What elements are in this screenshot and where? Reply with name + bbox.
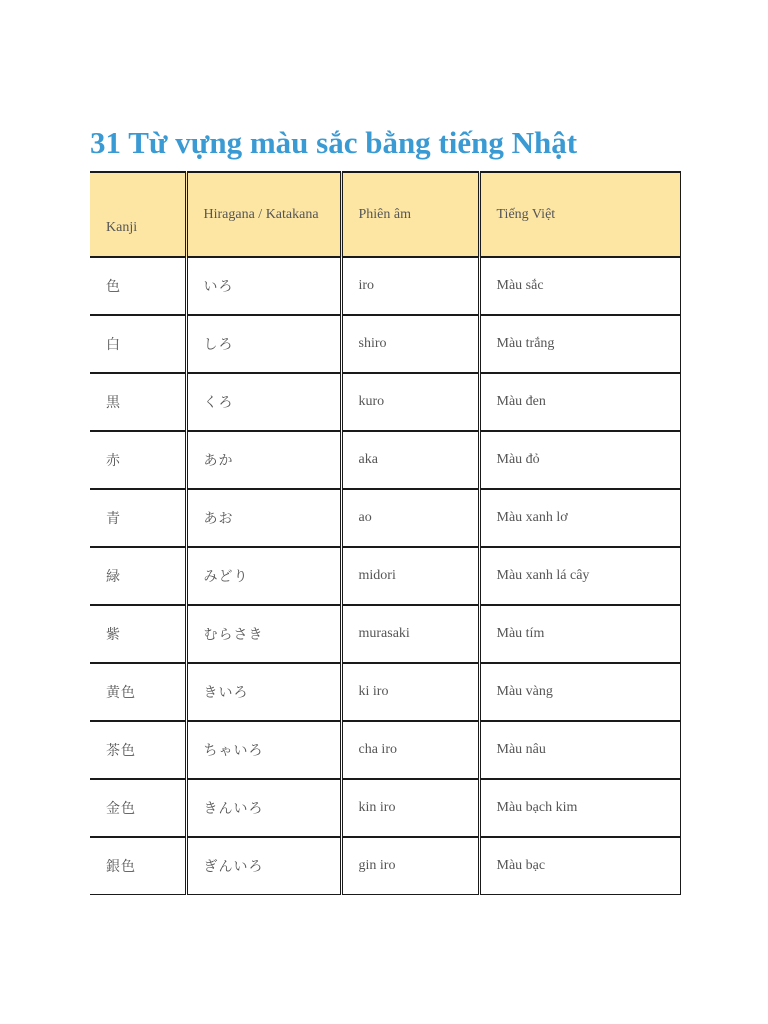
cell-kana: いろ — [186, 257, 341, 315]
cell-kana: きいろ — [186, 663, 341, 721]
cell-romaji: kin iro — [341, 779, 479, 837]
cell-kana: あお — [186, 489, 341, 547]
cell-kanji: 青 — [90, 489, 186, 547]
cell-romaji: iro — [341, 257, 479, 315]
cell-kanji: 金色 — [90, 779, 186, 837]
cell-kanji: 色 — [90, 257, 186, 315]
cell-romaji: midori — [341, 547, 479, 605]
cell-kanji: 黄色 — [90, 663, 186, 721]
table-row — [90, 315, 681, 373]
table-row — [90, 779, 681, 837]
cell-kana: あか — [186, 431, 341, 489]
table-header-row — [90, 172, 681, 257]
cell-kana: くろ — [186, 373, 341, 431]
cell-romaji: shiro — [341, 315, 479, 373]
cell-kana: みどり — [186, 547, 341, 605]
cell-vietnamese: Màu xanh lá cây — [479, 547, 681, 605]
cell-vietnamese: Màu sắc — [479, 257, 681, 315]
cell-kana: ちゃいろ — [186, 721, 341, 779]
cell-vietnamese: Màu đỏ — [479, 431, 681, 489]
cell-vietnamese: Màu xanh lơ — [479, 489, 681, 547]
cell-vietnamese: Màu đen — [479, 373, 681, 431]
cell-kanji: 緑 — [90, 547, 186, 605]
cell-kana: むらさき — [186, 605, 341, 663]
cell-romaji: ao — [341, 489, 479, 547]
cell-kana: ぎんいろ — [186, 837, 341, 895]
vocab-table — [90, 171, 681, 895]
header-vietnamese: Tiếng Việt — [479, 172, 681, 257]
cell-kanji: 白 — [90, 315, 186, 373]
cell-vietnamese: Màu vàng — [479, 663, 681, 721]
cell-kanji: 黒 — [90, 373, 186, 431]
cell-vietnamese: Màu bạc — [479, 837, 681, 895]
table-row — [90, 257, 681, 315]
cell-kanji: 紫 — [90, 605, 186, 663]
page-title: 31 Từ vựng màu sắc bằng tiếng Nhật — [90, 125, 578, 160]
cell-vietnamese: Màu tím — [479, 605, 681, 663]
cell-vietnamese: Màu bạch kim — [479, 779, 681, 837]
cell-vietnamese: Màu nâu — [479, 721, 681, 779]
header-kanji: Kanji — [90, 172, 186, 257]
table-row — [90, 663, 681, 721]
vocab-table-container — [90, 171, 681, 895]
table-row — [90, 605, 681, 663]
cell-romaji: aka — [341, 431, 479, 489]
table-row — [90, 837, 681, 895]
table-row — [90, 489, 681, 547]
header-kana: Hiragana / Katakana — [186, 172, 341, 257]
cell-kana: しろ — [186, 315, 341, 373]
cell-vietnamese: Màu trắng — [479, 315, 681, 373]
table-row — [90, 431, 681, 489]
cell-kanji: 茶色 — [90, 721, 186, 779]
cell-kanji: 赤 — [90, 431, 186, 489]
table-row — [90, 721, 681, 779]
cell-romaji: ki iro — [341, 663, 479, 721]
cell-kana: きんいろ — [186, 779, 341, 837]
cell-romaji: gin iro — [341, 837, 479, 895]
header-romaji: Phiên âm — [341, 172, 479, 257]
cell-romaji: kuro — [341, 373, 479, 431]
table-row — [90, 373, 681, 431]
cell-romaji: cha iro — [341, 721, 479, 779]
cell-romaji: murasaki — [341, 605, 479, 663]
cell-kanji: 銀色 — [90, 837, 186, 895]
table-row — [90, 547, 681, 605]
